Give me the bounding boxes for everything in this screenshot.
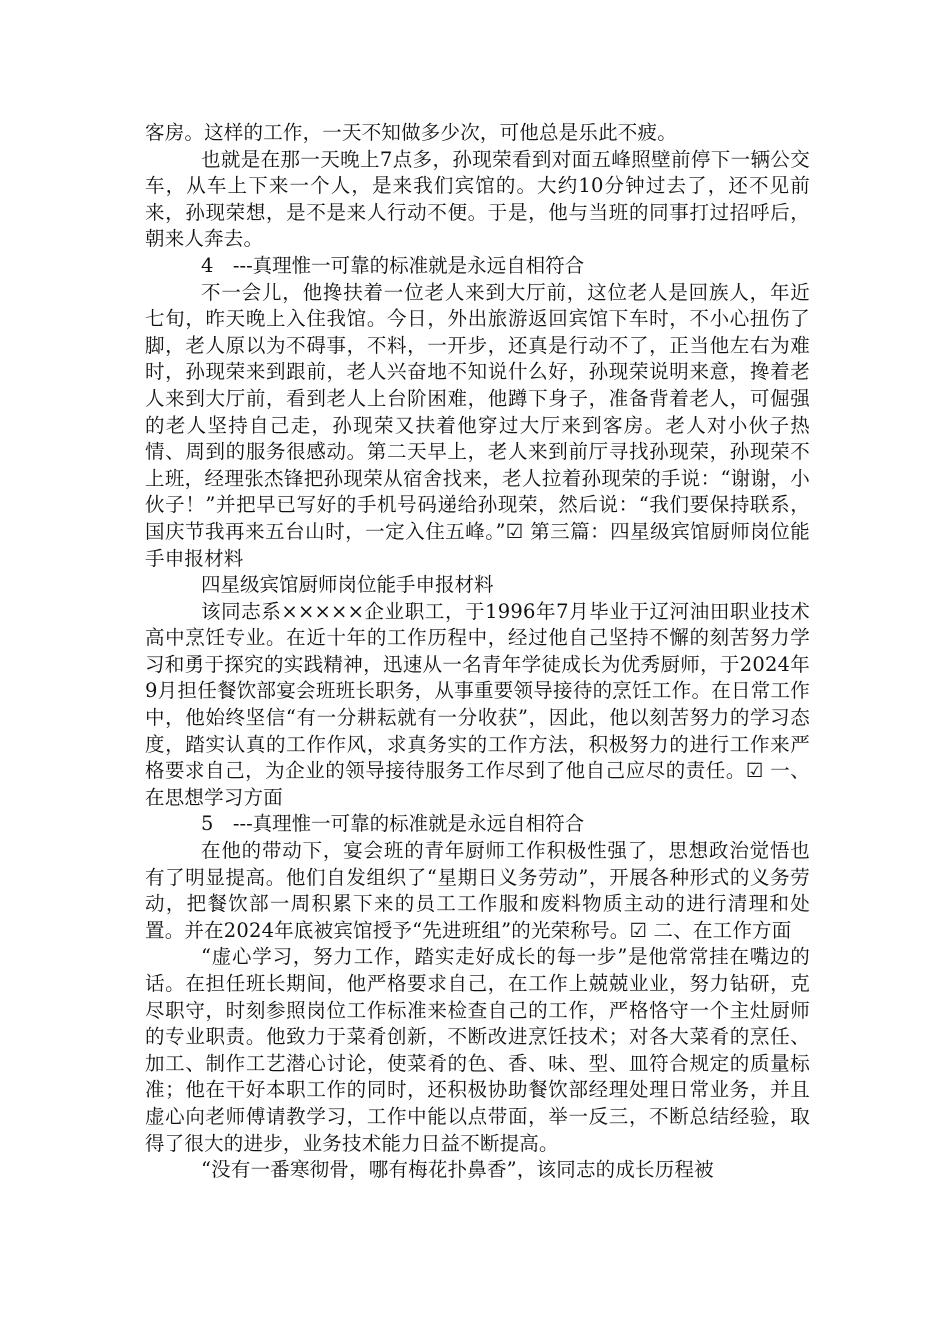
section-heading-4: 4 ---真理惟一可靠的标准就是永远自相符合 [201,253,585,277]
paragraph-bus-arrival: 也就是在那一天晚上7点多，孙现荣看到对面五峰照壁前停下一辆公交车，从车上下来一个人，是来我们宾馆的。大约10分钟过去了，还不见前来，孙现荣想，是不是来人行动不便。于是，他与当班的同事打过招呼后，朝来人奔去。 [145,147,810,251]
document-page [145,120,810,1184]
paragraph-team-influence: 在他的带动下，宴会班的青年厨师工作积极性强了，思想政治觉悟也有了明显提高。他们自发组织了“星期日义务劳动”，开展各种形式的义务劳动，把餐饮部一周积累下来的员工工作服和废料物质主动的进行清理和处置。并在2024年底被宾馆授予“先进班组”的光荣称号。☑ 二、在工作方面 [145,839,810,942]
article-title: 四星级宾馆厨师岗位能手申报材料 [201,573,494,597]
paragraph-continuation: 客房。这样的工作，一天不知做多少次，可他总是乐此不疲。 [145,121,677,144]
paragraph-introduction: 该同志系×××××企业职工，于1996年7月毕业于辽河油田职业技术高中烹饪专业。在近十年的工作历程中，经过他自己坚持不懈的刻苦努力学习和勇于探究的实践精神，迅速从一名青年学徒成长为优秀厨师，于2024年9月担任餐饮部宴会班班长职务，从事重要领导接待的烹饪工作。在日常工作中，他始终坚信“有一分耕耘就有一分收获”，因此，他以刻苦努力的学习态度，踏实认真的工作作风，求真务实的工作方法，积极努力的进行工作来严格要求自己，为企业的领导接待服务工作尽到了他自己应尽的责任。☑ 一、在思想学习方面 [145,599,810,809]
paragraph-growth: “没有一番寒彻骨，哪有梅花扑鼻香”，该同志的成长历程被 [201,1158,714,1182]
paragraph-work-attitude: “虚心学习，努力工作，踏实走好成长的每一步”是他常常挂在嘴边的话。在担任班长期间，他严格要求自己，在工作上兢兢业业，努力钻研，克尽职守，时刻参照岗位工作标准来检查自己的工作，严格恪守一个主灶厨师的专业职责。他致力于菜肴创新，不断改进烹饪技术；对各大菜肴的烹任、加工、制作工艺潜心讨论，使菜肴的色、香、味、型、皿符合规定的质量标准；他在干好本职工作的同时，还积极协助餐饮部经理处理日常业务，并且虚心向老师傅请教学习，工作中能以点带面，举一反三，不断总结经验，取得了很大的进步，业务技术能力日益不断提高。 [145,945,810,1155]
paragraph-elderly-guest: 不一会儿，他搀扶着一位老人来到大厅前，这位老人是回族人，年近七旬，昨天晚上入住我馆。今日，外出旅游返回宾馆下车时，不小心扭伤了脚，老人原以为不碍事，不料，一开步，还真是行动不了，正当他左右为难时，孙现荣来到跟前，老人兴奋地不知说什么好，孙现荣说明来意，搀着老人来到大厅前，看到老人上台阶困难，他蹲下身子，准备背着老人，可倔强的老人坚持自己走，孙现荣又扶着他穿过大厅来到客房。老人对小伙子热情、周到的服务很感动。第二天早上，老人来到前厅寻找孙现荣，孙现荣不上班，经理张杰锋把孙现荣从宿舍找来，老人拉着孙现荣的手说：“谢谢，小伙子！”并把早已写好的手机号码递给孙现荣，然后说：“我们要保持联系，国庆节我再来五台山时，一定入住五峰。”☑ 第三篇：四星级宾馆厨师岗位能手申报材料 [145,280,810,570]
section-heading-5: 5 ---真理惟一可靠的标准就是永远自相符合 [201,812,585,836]
